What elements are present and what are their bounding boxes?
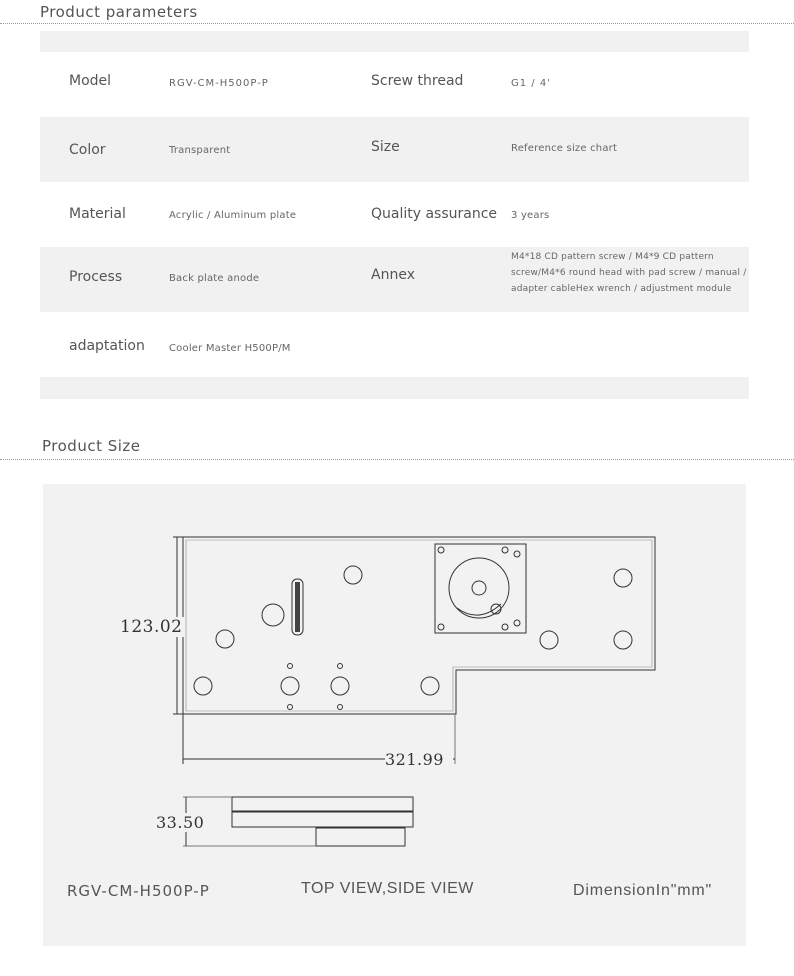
param-value: Transparent [169, 145, 231, 156]
pump-port [472, 581, 486, 595]
side-view-layer [316, 828, 405, 846]
param-label: Material [69, 206, 126, 222]
dotted-divider [0, 23, 794, 24]
table-band [40, 377, 749, 399]
small-hole [288, 705, 293, 710]
table-row [40, 249, 749, 311]
param-label: Quality assurance [371, 206, 498, 222]
mount-hole [540, 631, 558, 649]
table-band [40, 31, 749, 52]
table-row [40, 138, 749, 162]
pump-screw [438, 624, 444, 630]
mount-hole [194, 677, 212, 695]
product-parameters-header [0, 3, 794, 25]
param-value: 3 years [511, 210, 550, 221]
plate-inner-edge [186, 540, 652, 711]
model-caption: RGV-CM-H500P-P [67, 882, 210, 900]
param-label: Model [69, 73, 112, 89]
param-label: adaptation [69, 338, 145, 354]
param-value: RGV-CM-H500P-P [169, 78, 269, 89]
side-view-layer [232, 797, 413, 811]
param-value: Cooler Master H500P/M [169, 343, 291, 354]
param-label: Process [69, 269, 123, 285]
pump-screw [514, 620, 520, 626]
param-label: Screw thread [371, 73, 464, 89]
mount-hole [331, 677, 349, 695]
pump-screw [438, 547, 444, 553]
pump-screw [502, 547, 508, 553]
param-value: Back plate anode [169, 273, 260, 284]
param-value: G1 / 4' [511, 78, 551, 89]
product-size-header [0, 437, 794, 461]
param-label: Annex [371, 267, 415, 283]
small-hole [338, 664, 343, 669]
port-hole [262, 604, 284, 626]
mount-hole [421, 677, 439, 695]
param-value: M4*18 CD pattern screw / M4*9 CD pattern screw/M4*6 round head with pad screw / manual / adapter cableHex wrench / adjustment module [511, 252, 747, 294]
depth-dimension-label: 33.50 [156, 813, 205, 832]
mount-hole [344, 566, 362, 584]
section-title: Product parameters [40, 3, 198, 21]
mount-hole [216, 630, 234, 648]
pump-screw [514, 551, 520, 557]
table-row [40, 71, 749, 95]
technical-drawing [43, 484, 746, 946]
param-value: Acrylic / Aluminum plate [169, 210, 297, 221]
engraving-mark [295, 582, 300, 632]
pump-screw [502, 624, 508, 630]
param-label: Size [371, 139, 400, 155]
dimension-drawing [43, 484, 746, 946]
unit-caption: DimensionIn"mm" [573, 882, 712, 899]
view-caption: TOP VIEW,SIDE VIEW [301, 880, 474, 897]
dotted-divider [0, 459, 794, 460]
small-hole [288, 664, 293, 669]
table-row [40, 336, 749, 360]
param-label: Color [69, 142, 106, 158]
section-title: Product Size [42, 437, 141, 455]
small-hole [338, 705, 343, 710]
mount-hole [614, 569, 632, 587]
side-view-layer [232, 812, 413, 827]
height-dimension-label: 123.02 [120, 617, 183, 637]
param-value: Reference size chart [511, 143, 618, 154]
table-row [40, 203, 749, 227]
width-dimension-label: 321.99 [385, 750, 444, 769]
plate-outline [183, 537, 655, 714]
mount-hole [281, 677, 299, 695]
mount-hole [614, 631, 632, 649]
